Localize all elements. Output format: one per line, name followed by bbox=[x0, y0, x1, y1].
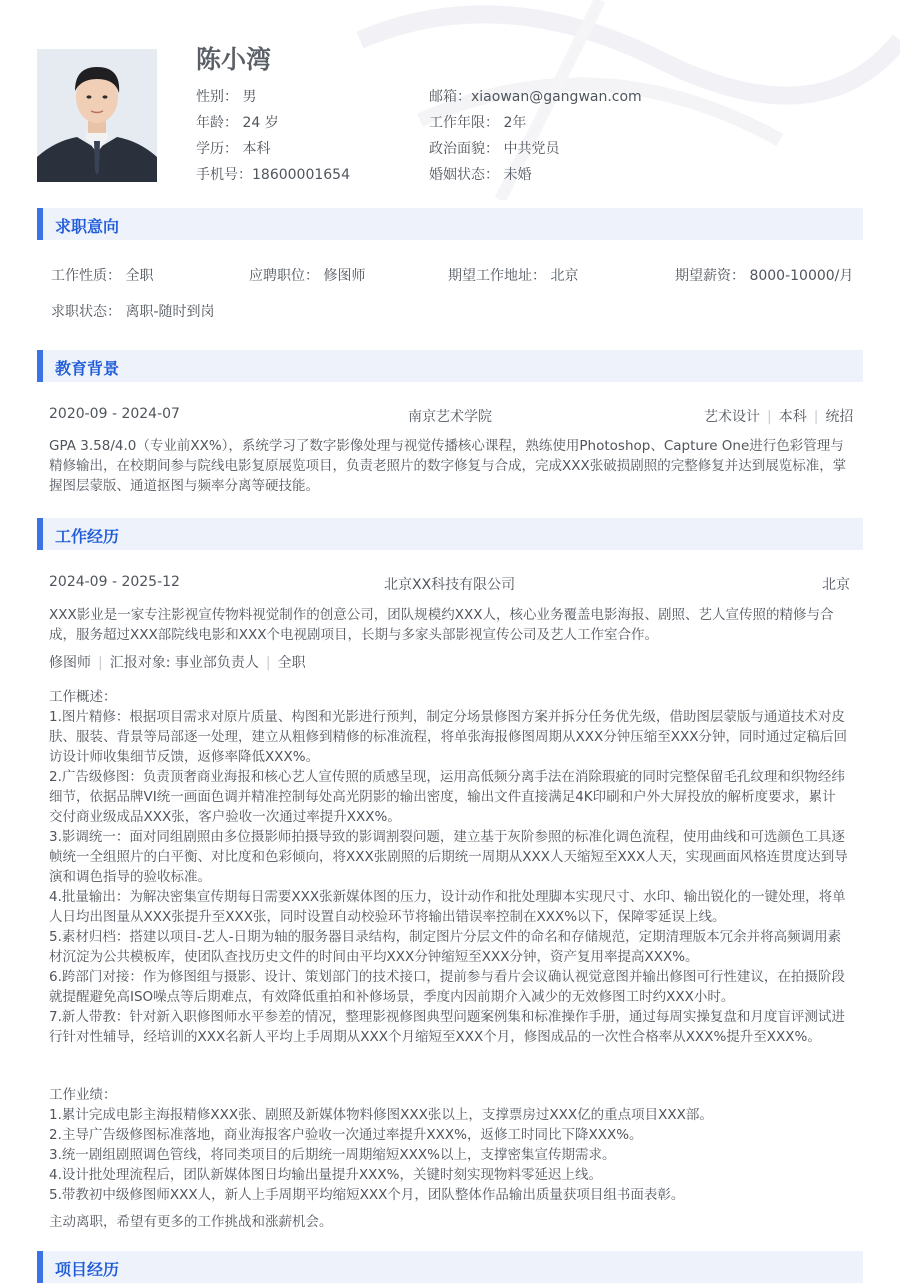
section-education bbox=[37, 350, 863, 382]
phone: 手机号：18600001654 bbox=[196, 167, 350, 183]
result-item: 3.统一剧组剧照调色管线，将同类项目的后期统一周期缩短XXX%以上，支撑密集宣传期需求。 bbox=[49, 1147, 616, 1163]
section-accent-bar bbox=[37, 518, 43, 550]
intent-location: 期望工作地址： 北京 bbox=[448, 268, 579, 284]
section-project bbox=[37, 1251, 863, 1283]
work-period: 2024-09 - 2025-12 bbox=[49, 574, 180, 590]
result-item: 2.主导广告级修图标准落地，商业海报客户验收一次通过率提升XXX%，返修工时同比下降XXX%。 bbox=[49, 1127, 643, 1143]
edu-degree: 本科 bbox=[778, 409, 807, 425]
summary-item: 1.图片精修：根据项目需求对原片质量、构图和光影进行预判，制定分场景修图方案并拆分任务优先级，借助图层蒙版与通道技术对皮肤、服装、背景等局部逐一处理，建立从粗修到精修的标准流程，将单张海报修图周期从XXX分钟压缩至XXX分钟，同时通过定稿后回访设计师收集细节反馈，返修率降低XXX%。 bbox=[49, 709, 847, 765]
marital-status: 婚姻状态： 未婚 bbox=[429, 167, 532, 183]
edu-mode: 统招 bbox=[825, 409, 854, 425]
summary-title: 工作概述： bbox=[49, 689, 117, 705]
political-status: 政治面貌： 中共党员 bbox=[429, 141, 560, 157]
intent-type: 工作性质： 全职 bbox=[51, 268, 154, 284]
section-title: 工作经历 bbox=[55, 527, 120, 546]
section-title: 教育背景 bbox=[55, 359, 120, 378]
result-item: 4.设计批处理流程后，团队新媒体图日均输出量提升XXX%，关键时刻实现物料零延迟上线。 bbox=[49, 1167, 602, 1183]
company-intro: XXX影业是一家专注影视宣传物料视觉制作的创意公司，团队规模约XXX人，核心业务覆盖电影海报、剧照、艺人宣传照的精修与合成，服务超过XXX部院线电影和XXX个电视剧项目，长期与多家头部影视宣传公司及艺人工作室合作。 bbox=[49, 607, 834, 643]
edu-description: GPA 3.58/4.0（专业前XX%），系统学习了数字影像处理与视觉传播核心课程，熟练使用Photoshop、Capture One进行色彩管理与精修输出，在校期间参与院线电影复原展览项目，负责老照片的数字修复与合成，完成XXX张破损剧照的完整修复并达到展览标准，掌握图层蒙版、通道抠图与频率分离等硬技能。 bbox=[49, 438, 847, 494]
work-report: 汇报对象: 事业部负责人 bbox=[109, 655, 259, 671]
edu-tags: 艺术设计 | 本科 | 统招 bbox=[704, 409, 854, 425]
intent-salary: 期望薪资： 8000-10000/月 bbox=[675, 268, 854, 284]
work-city: 北京 bbox=[822, 577, 850, 593]
section-accent-bar bbox=[37, 350, 43, 382]
work-company: 北京XX科技有限公司 bbox=[384, 577, 516, 593]
leave-reason: 主动离职，希望有更多的工作挑战和涨薪机会。 bbox=[49, 1214, 333, 1230]
intent-position: 应聘职位： 修图师 bbox=[249, 268, 366, 284]
work-role: 修图师 bbox=[49, 655, 91, 671]
section-title: 项目经历 bbox=[55, 1260, 120, 1279]
section-accent-bar bbox=[37, 208, 43, 240]
summary-item: 7.新人带教：针对新入职修图师水平参差的情况，整理影视修图典型问题案例集和标准操作手册，通过每周实操复盘和月度盲评测试进行针对性辅导，经培训的XXX名新人平均上手周期从XXX个月缩短至XXX个月，修图成品的一次性合格率从XXX%提升至XXX%。 bbox=[49, 1009, 845, 1045]
edu-major: 艺术设计 bbox=[704, 409, 760, 425]
section-work bbox=[37, 518, 863, 550]
section-title: 求职意向 bbox=[55, 217, 120, 236]
gender: 性别： 男 bbox=[196, 89, 257, 105]
section-accent-bar bbox=[37, 1251, 43, 1283]
work-summary bbox=[49, 687, 849, 1047]
results-title: 工作业绩： bbox=[49, 1087, 117, 1103]
summary-item: 6.跨部门对接：作为修图组与摄影、设计、策划部门的技术接口，提前参与看片会议确认视觉意图并输出修图可行性建议，在拍摄阶段就提醒避免高ISO噪点等后期难点，有效降低重拍和补修场景，季度内因前期介入减少的无效修图工时约XXX小时。 bbox=[49, 969, 845, 1005]
work-kind: 全职 bbox=[277, 655, 306, 671]
work-results bbox=[49, 1085, 849, 1205]
work-tags: 修图师 | 汇报对象: 事业部负责人 | 全职 bbox=[49, 655, 306, 671]
avatar bbox=[37, 49, 157, 182]
age: 年龄： 24 岁 bbox=[196, 115, 279, 131]
candidate-name: 陈小湾 bbox=[196, 45, 272, 74]
summary-item: 3.影调统一：面对同组剧照由多位摄影师拍摄导致的影调割裂问题，建立基于灰阶参照的标准化调色流程，使用曲线和可选颜色工具逐帧统一全组照片的白平衡、对比度和色彩倾向，将XXX张剧照的后期统一周期从XXX人天缩短至XXX人天，实现画面风格连贯度达到导演和调色指导的验收标准。 bbox=[49, 829, 848, 885]
edu-period: 2020-09 - 2024-07 bbox=[49, 406, 180, 422]
summary-item: 5.素材归档：搭建以项目-艺人-日期为轴的服务器目录结构，制定图片分层文件的命名和存储规范，定期清理版本冗余并将高频调用素材沉淀为公共模板库，使团队查找历史文件的时间由平均XXX分钟缩短至XXX分钟，资产复用率提高XXX%。 bbox=[49, 929, 842, 965]
education-level: 学历： 本科 bbox=[196, 141, 271, 157]
section-intent bbox=[37, 208, 863, 240]
intent-status: 求职状态： 离职-随时到岗 bbox=[51, 304, 215, 320]
result-item: 1.累计完成电影主海报精修XXX张、剧照及新媒体物料修图XXX张以上，支撑票房过XXX亿的重点项目XXX部。 bbox=[49, 1107, 713, 1123]
summary-item: 2.广告级修图：负责顶奢商业海报和核心艺人宣传照的质感呈现，运用高低频分离手法在消除瑕疵的同时完整保留毛孔纹理和织物经纬细节，依据品牌VI统一画面色调并精准控制每处高光阴影的输出密度，输出文件直接满足4K印刷和户外大屏投放的解析度要求，累计交付商业级成品XXX张，客户验收一次通过率提升XXX%。 bbox=[49, 769, 845, 825]
summary-item: 4.批量输出：为解决密集宣传期每日需要XXX张新媒体图的压力，设计动作和批处理脚本实现尺寸、水印、输出锐化的一键处理，将单人日均出图量从XXX张提升至XXX张，同时设置自动校验环节将输出错误率控制在XXX%以下，保障零延误上线。 bbox=[49, 889, 846, 925]
email: 邮箱：xiaowan@gangwan.com bbox=[429, 89, 642, 105]
result-item: 5.带教初中级修图师XXX人，新人上手周期平均缩短XXX个月，团队整体作品输出质量获项目组书面表彰。 bbox=[49, 1187, 685, 1203]
edu-school: 南京艺术学院 bbox=[408, 409, 492, 425]
work-years: 工作年限： 2年 bbox=[429, 115, 527, 131]
